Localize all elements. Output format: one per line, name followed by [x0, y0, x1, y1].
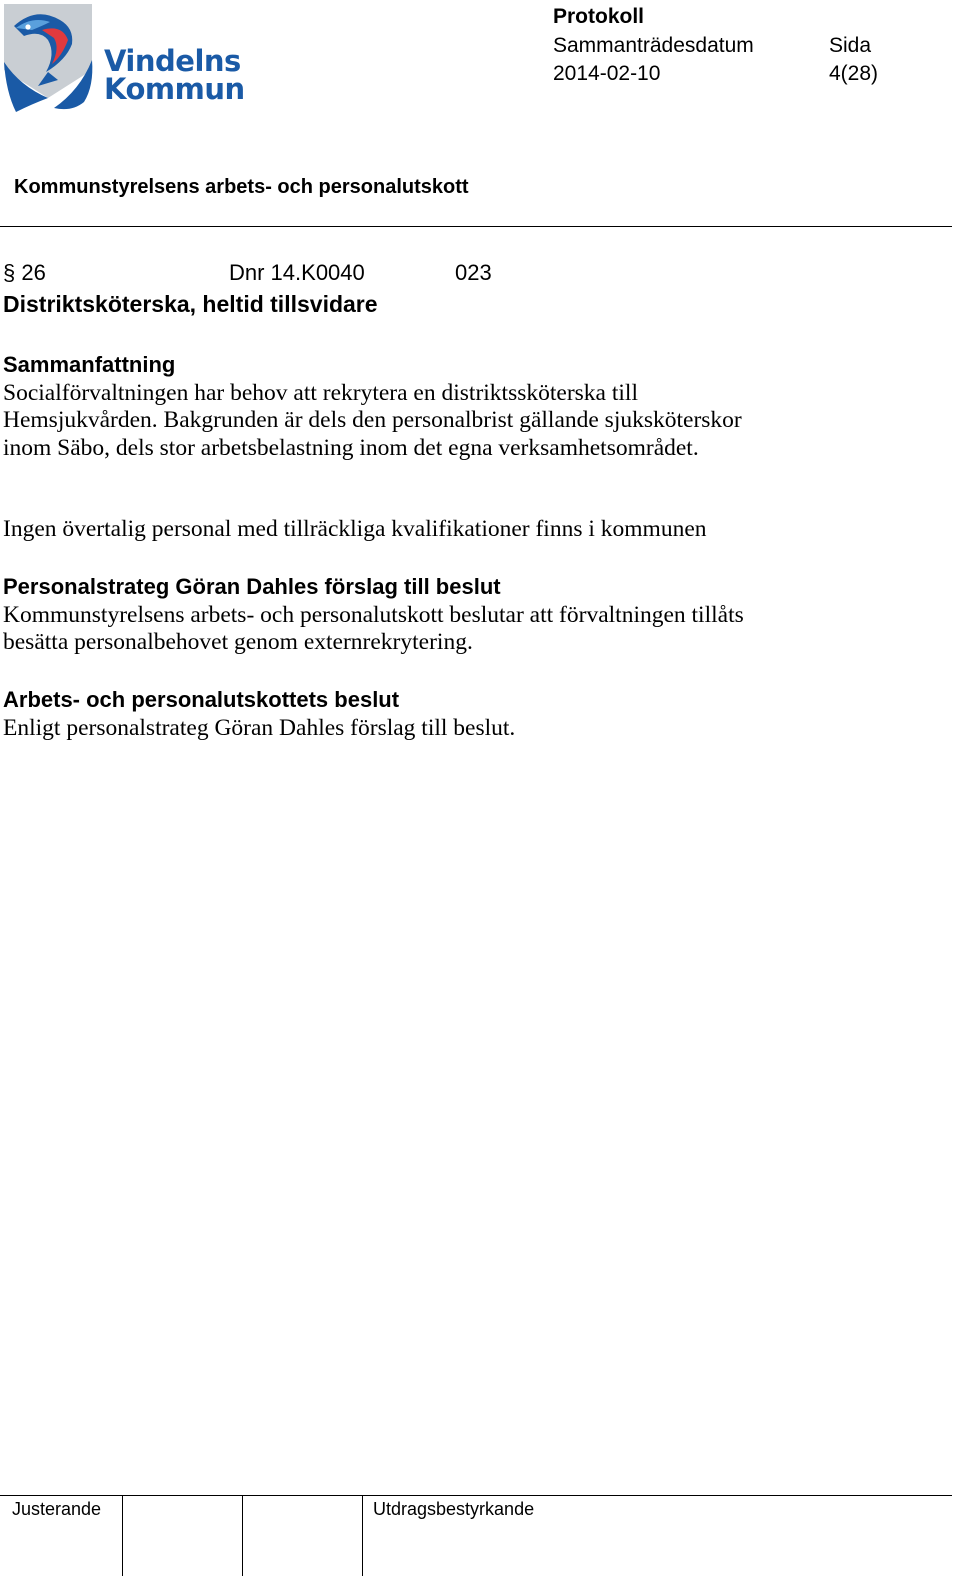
- decision-heading: Arbets- och personalutskottets beslut: [3, 687, 400, 712]
- document-type: Protokoll: [553, 5, 645, 28]
- footer-divider: [0, 1495, 952, 1496]
- header-divider: [0, 226, 952, 227]
- proposal-text: Kommunstyrelsens arbets- och personalutskott beslutar att förvaltningen tillåts besätta personalbehovet genom externrekrytering.: [3, 602, 744, 656]
- meeting-date-value: 2014-02-10: [553, 62, 661, 85]
- dnr-number: Dnr 14.K0040: [229, 260, 365, 285]
- page-label: Sida: [829, 34, 872, 57]
- summary-text: Socialförvaltningen har behov att rekrytera en distriktssköterska till Hemsjukvården. Bakgrunden är dels den personalbrist gällande sjuksköterskor inom Säbo, dels stor arbetsbelastning inom det egna verksamhetsområdet.: [3, 380, 742, 461]
- proposal-heading: Personalstrateg Göran Dahles förslag till beslut: [3, 574, 501, 599]
- municipality-logo: [2, 0, 245, 116]
- committee-name: Kommunstyrelsens arbets- och personalutskott: [14, 176, 469, 198]
- fish-emblem-icon: [2, 0, 98, 116]
- footer-cell-divider: [362, 1496, 363, 1576]
- logo-text-line2: Kommun: [104, 72, 245, 106]
- paragraph-number: § 26: [3, 260, 46, 285]
- footer-cell-divider: [122, 1496, 123, 1576]
- summary-text-2: Ingen övertalig personal med tillräckliga kvalifikationer finns i kommunen: [3, 516, 707, 542]
- footer-utdrag-label: Utdragsbestyrkande: [373, 1499, 535, 1519]
- page-number: 4(28): [829, 62, 879, 85]
- summary-heading: Sammanfattning: [3, 352, 176, 377]
- meeting-date-label: Sammanträdesdatum: [553, 34, 754, 57]
- logo-text-line1: Vindelns: [104, 44, 241, 78]
- item-title: Distriktsköterska, heltid tillsvidare: [3, 291, 378, 317]
- footer-cell-divider: [242, 1496, 243, 1576]
- decision-text: Enligt personalstrateg Göran Dahles förslag till beslut.: [3, 715, 516, 741]
- footer-justerande-label: Justerande: [12, 1499, 102, 1519]
- dnr-code: 023: [455, 260, 492, 285]
